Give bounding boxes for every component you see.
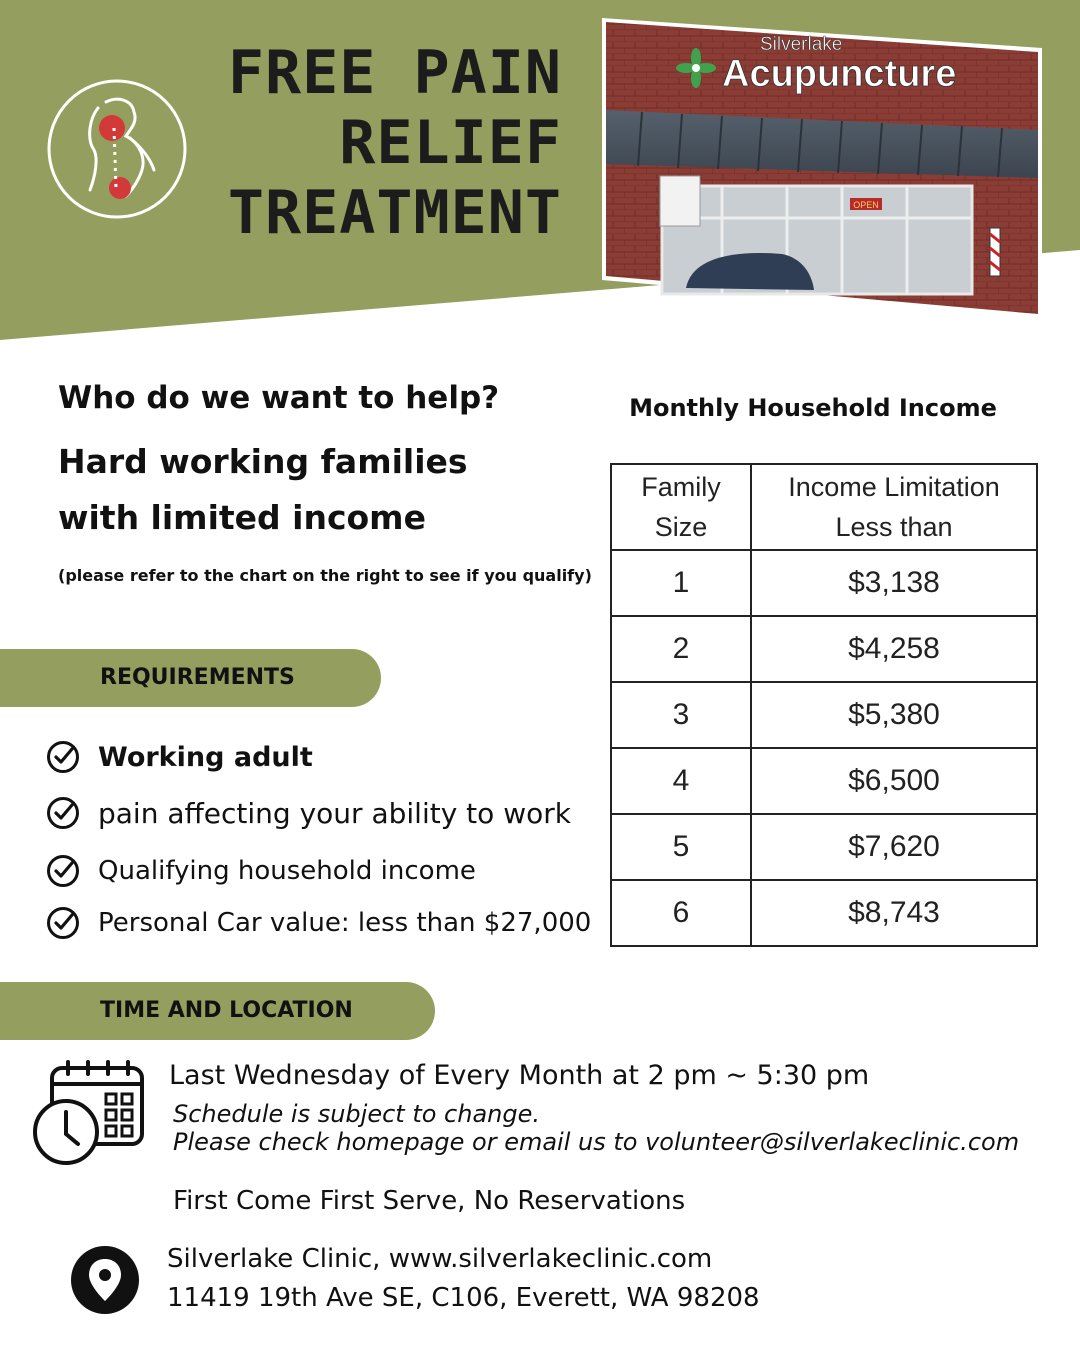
table-row [611, 550, 1037, 616]
header-text: Family [641, 472, 721, 502]
family-size-cell: 3 [611, 682, 751, 748]
requirement-item [46, 854, 476, 888]
calendar-clock-icon [32, 1060, 148, 1168]
family-size-cell: 6 [611, 880, 751, 946]
income-limit-cell: $3,138 [751, 550, 1037, 616]
header-text: Size [654, 512, 708, 542]
open-sign-text: OPEN [853, 200, 879, 210]
table-row [611, 616, 1037, 682]
requirements-heading: REQUIREMENTS [100, 665, 295, 690]
table-row [611, 748, 1037, 814]
check-circle-icon [46, 740, 80, 774]
schedule-note-line-2: Please check homepage or email us to volunteer@silverlakeclinic.com [173, 1128, 1020, 1156]
income-limit-cell: $6,500 [751, 748, 1037, 814]
storefront-photo [602, 18, 1042, 318]
location-pin-icon [70, 1245, 140, 1315]
income-limit-cell: $7,620 [751, 814, 1037, 880]
table-row [611, 682, 1037, 748]
address-text: 11419 19th Ave SE, C106, Everett, WA 98208 [167, 1283, 760, 1313]
schedule-note-line-1: Schedule is subject to change. [173, 1100, 541, 1128]
check-circle-icon [46, 854, 80, 888]
qualify-note: (please refer to the chart on the right to see if you qualify) [58, 566, 592, 585]
time-location-heading: TIME AND LOCATION [100, 998, 353, 1023]
table-row [611, 814, 1037, 880]
table-row [611, 880, 1037, 946]
family-size-cell: 5 [611, 814, 751, 880]
title-line-3: TREATMENT [227, 178, 562, 248]
who-heading: Who do we want to help? [58, 380, 500, 416]
income-limit-header [751, 464, 1037, 550]
title-line-1: FREE PAIN [227, 38, 562, 108]
check-circle-icon [46, 796, 80, 830]
schedule-text: Last Wednesday of Every Month at 2 pm ~ 5:30 pm [169, 1060, 870, 1091]
answer-line-1: Hard working families [58, 442, 468, 481]
income-table [610, 463, 1038, 947]
table-header-row [611, 464, 1037, 550]
income-limit-cell: $8,743 [751, 880, 1037, 946]
income-table-title: Monthly Household Income [629, 394, 997, 422]
requirement-item [46, 906, 591, 940]
family-size-cell: 1 [611, 550, 751, 616]
title-line-2: RELIEF [339, 108, 562, 178]
sign-acupuncture-text: Acupuncture [722, 53, 957, 95]
requirement-item [46, 796, 571, 830]
requirement-text: Qualifying household income [98, 856, 476, 886]
answer-line-2: with limited income [58, 498, 426, 537]
check-circle-icon [46, 906, 80, 940]
header-text: Less than [835, 512, 953, 542]
requirements-banner [0, 649, 381, 707]
income-limit-cell: $5,380 [751, 682, 1037, 748]
sign-silverlake-text: Silverlake [760, 34, 843, 55]
requirement-text: Personal Car value: less than $27,000 [98, 908, 592, 938]
family-size-cell: 2 [611, 616, 751, 682]
first-come-text: First Come First Serve, No Reservations [173, 1186, 686, 1216]
requirement-item [46, 740, 313, 774]
time-location-banner [0, 982, 435, 1040]
income-limit-cell: $4,258 [751, 616, 1037, 682]
requirement-text: Working adult [98, 741, 313, 773]
family-size-header [611, 464, 751, 550]
requirement-text: pain affecting your ability to work [98, 796, 571, 830]
header-text: Income Limitation [788, 472, 1000, 502]
clinic-website-text: Silverlake Clinic, www.silverlakeclinic.com [167, 1244, 713, 1274]
family-size-cell: 4 [611, 748, 751, 814]
